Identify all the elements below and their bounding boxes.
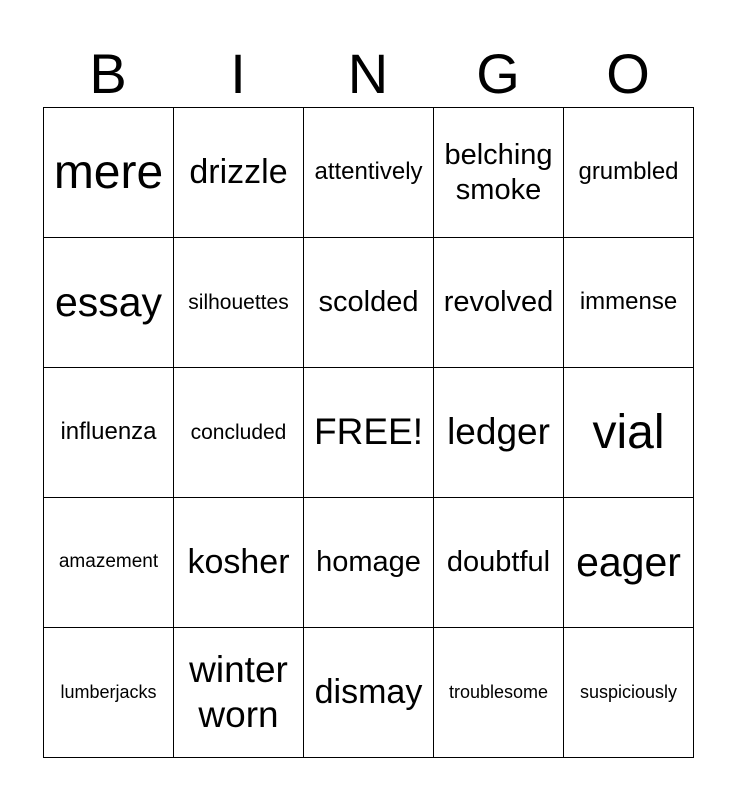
bingo-cell[interactable]: essay xyxy=(44,238,174,368)
bingo-cell[interactable]: troublesome xyxy=(434,628,564,758)
bingo-cell[interactable]: lumberjacks xyxy=(44,628,174,758)
card-row xyxy=(44,238,694,368)
card-row xyxy=(44,498,694,628)
bingo-cell[interactable]: homage xyxy=(304,498,434,628)
bingo-cell[interactable]: silhouettes xyxy=(174,238,304,368)
header-letter-o: O xyxy=(606,42,650,105)
bingo-cell[interactable]: winter worn xyxy=(174,628,304,758)
bingo-cell[interactable]: suspiciously xyxy=(564,628,694,758)
bingo-header xyxy=(43,42,693,106)
bingo-cell[interactable]: mere xyxy=(44,108,174,238)
bingo-cell[interactable]: grumbled xyxy=(564,108,694,238)
bingo-cell[interactable]: amazement xyxy=(44,498,174,628)
bingo-cell[interactable]: concluded xyxy=(174,368,304,498)
bingo-cell[interactable]: doubtful xyxy=(434,498,564,628)
bingo-cell[interactable]: dismay xyxy=(304,628,434,758)
bingo-cell[interactable]: ledger xyxy=(434,368,564,498)
bingo-cell[interactable]: immense xyxy=(564,238,694,368)
card-row xyxy=(44,368,694,498)
bingo-cell[interactable]: attentively xyxy=(304,108,434,238)
header-letter-n: N xyxy=(347,42,389,105)
header-letter-g: G xyxy=(476,42,520,105)
bingo-cell[interactable]: vial xyxy=(564,368,694,498)
bingo-cell[interactable]: revolved xyxy=(434,238,564,368)
header-letter-i: I xyxy=(230,42,246,105)
bingo-cell[interactable]: eager xyxy=(564,498,694,628)
bingo-cell[interactable]: kosher xyxy=(174,498,304,628)
bingo-cell[interactable]: scolded xyxy=(304,238,434,368)
bingo-cell[interactable]: belching smoke xyxy=(434,108,564,238)
card-row xyxy=(44,108,694,238)
bingo-card xyxy=(43,107,694,758)
bingo-cell[interactable]: influenza xyxy=(44,368,174,498)
card-row xyxy=(44,628,694,758)
free-space[interactable]: FREE! xyxy=(304,368,434,498)
header-letter-b: B xyxy=(89,42,127,105)
bingo-cell[interactable]: drizzle xyxy=(174,108,304,238)
